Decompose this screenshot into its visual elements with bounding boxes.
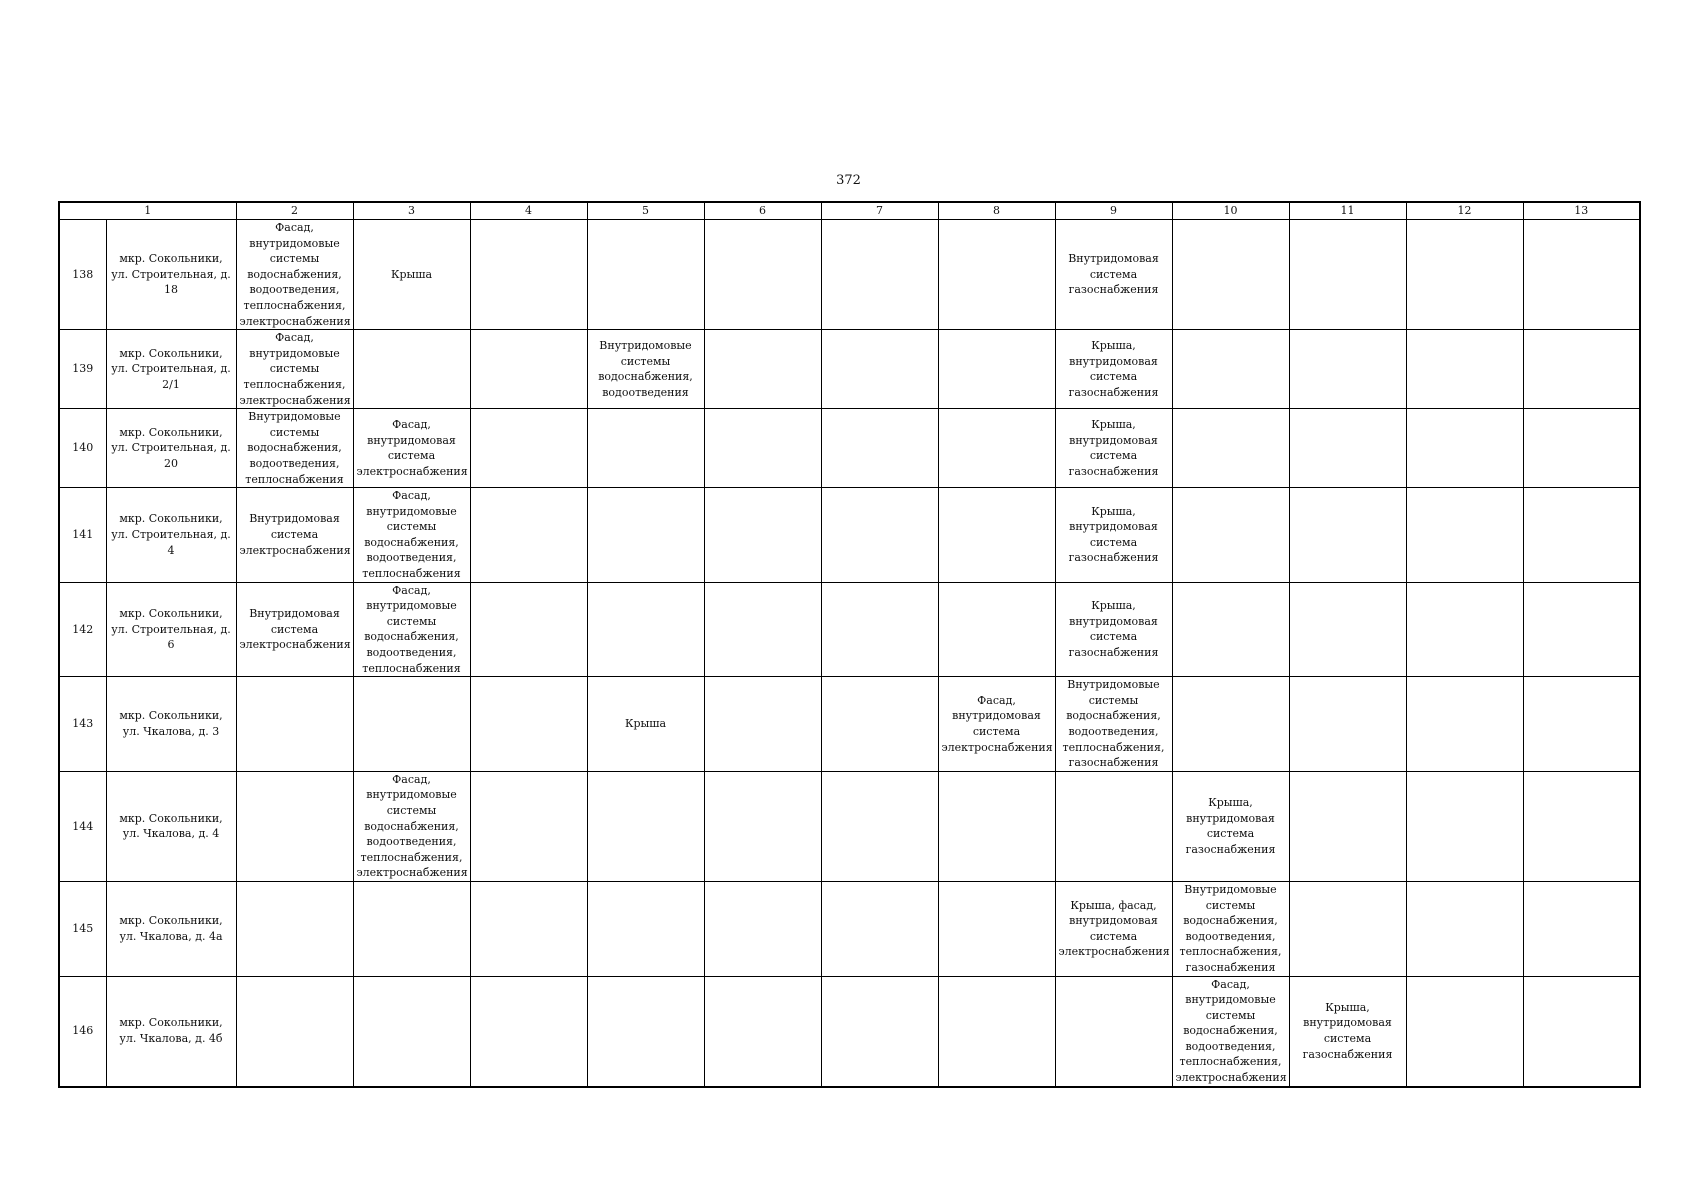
work-cell [1289, 582, 1406, 677]
header-cell: 5 [587, 202, 704, 220]
work-cell: Крыша, внутридомовая система газоснабжения [1055, 330, 1172, 409]
work-cell [353, 881, 470, 976]
address-cell: мкр. Сокольники, ул. Чкалова, д. 4 [106, 771, 236, 881]
work-cell [236, 771, 353, 881]
header-cell: 9 [1055, 202, 1172, 220]
work-cell [938, 976, 1055, 1087]
work-cell [821, 330, 938, 409]
work-cell [1172, 677, 1289, 772]
work-cell [1289, 409, 1406, 488]
work-cell [470, 582, 587, 677]
work-cell [470, 881, 587, 976]
work-cell [1523, 409, 1640, 488]
work-cell [704, 330, 821, 409]
work-cell [938, 330, 1055, 409]
work-cell [470, 330, 587, 409]
work-cell [587, 771, 704, 881]
repair-schedule-table [58, 201, 1641, 1088]
work-cell: Внутридомовые системы водоснабжения, водоотведения, теплоснабжения, газоснабжения [1055, 677, 1172, 772]
work-cell [704, 881, 821, 976]
work-cell [1289, 771, 1406, 881]
table-row [59, 881, 1640, 976]
work-cell [704, 677, 821, 772]
table-row [59, 677, 1640, 772]
work-cell [470, 220, 587, 330]
work-cell [353, 330, 470, 409]
row-number: 145 [59, 881, 106, 976]
work-cell [1523, 677, 1640, 772]
address-cell: мкр. Сокольники, ул. Чкалова, д. 4б [106, 976, 236, 1087]
work-cell [938, 771, 1055, 881]
work-cell [821, 881, 938, 976]
column-number-header [59, 202, 1640, 220]
work-cell [587, 881, 704, 976]
address-cell: мкр. Сокольники, ул. Строительная, д. 20 [106, 409, 236, 488]
work-cell [587, 488, 704, 583]
work-cell [821, 582, 938, 677]
work-cell [1289, 488, 1406, 583]
work-cell [704, 409, 821, 488]
work-cell [1523, 582, 1640, 677]
work-cell [1406, 330, 1523, 409]
work-cell [821, 488, 938, 583]
work-cell [587, 582, 704, 677]
work-cell [704, 582, 821, 677]
work-cell [236, 881, 353, 976]
row-number: 138 [59, 220, 106, 330]
row-number: 139 [59, 330, 106, 409]
work-cell: Крыша, внутридомовая система газоснабжения [1055, 582, 1172, 677]
table-body [59, 220, 1640, 1087]
header-cell: 11 [1289, 202, 1406, 220]
work-cell [704, 771, 821, 881]
work-cell [1289, 220, 1406, 330]
work-cell [1055, 771, 1172, 881]
work-cell [1523, 220, 1640, 330]
table-row [59, 771, 1640, 881]
work-cell [1172, 409, 1289, 488]
address-cell: мкр. Сокольники, ул. Строительная, д. 18 [106, 220, 236, 330]
work-cell: Внутридомовые системы водоснабжения, водоотведения [587, 330, 704, 409]
work-cell: Внутридомовая система газоснабжения [1055, 220, 1172, 330]
header-cell: 2 [236, 202, 353, 220]
work-cell [1406, 220, 1523, 330]
work-cell [470, 677, 587, 772]
work-cell: Крыша [353, 220, 470, 330]
work-cell [938, 488, 1055, 583]
work-cell [353, 976, 470, 1087]
work-cell: Фасад, внутридомовые системы теплоснабжения, электроснабжения [236, 330, 353, 409]
header-cell: 6 [704, 202, 821, 220]
work-cell [938, 582, 1055, 677]
work-cell: Фасад, внутридомовая система электроснабжения [353, 409, 470, 488]
work-cell: Фасад, внутридомовые системы водоснабжения, водоотведения, теплоснабжения, электроснабжения [353, 771, 470, 881]
work-cell: Внутридомовая система электроснабжения [236, 488, 353, 583]
table-row [59, 976, 1640, 1087]
work-cell [1172, 582, 1289, 677]
work-cell: Крыша, внутридомовая система газоснабжения [1055, 488, 1172, 583]
header-cell: 3 [353, 202, 470, 220]
work-cell [821, 771, 938, 881]
address-cell: мкр. Сокольники, ул. Чкалова, д. 3 [106, 677, 236, 772]
work-cell [1172, 488, 1289, 583]
work-cell [1523, 976, 1640, 1087]
work-cell [938, 220, 1055, 330]
work-cell [587, 976, 704, 1087]
work-cell [587, 220, 704, 330]
address-cell: мкр. Сокольники, ул. Строительная, д. 6 [106, 582, 236, 677]
row-number: 143 [59, 677, 106, 772]
address-cell: мкр. Сокольники, ул. Чкалова, д. 4а [106, 881, 236, 976]
header-cell: 1 [59, 202, 236, 220]
work-cell [1523, 771, 1640, 881]
work-cell [1406, 677, 1523, 772]
work-cell: Внутридомовые системы водоснабжения, водоотведения, теплоснабжения [236, 409, 353, 488]
work-cell [821, 409, 938, 488]
work-cell [236, 677, 353, 772]
work-cell [1406, 976, 1523, 1087]
table-row [59, 488, 1640, 583]
work-cell [1406, 582, 1523, 677]
work-cell: Внутридомовая система электроснабжения [236, 582, 353, 677]
header-cell: 12 [1406, 202, 1523, 220]
header-cell: 7 [821, 202, 938, 220]
work-cell: Крыша, внутридомовая система газоснабжения [1172, 771, 1289, 881]
address-cell: мкр. Сокольники, ул. Строительная, д. 4 [106, 488, 236, 583]
row-number: 141 [59, 488, 106, 583]
work-cell [1523, 881, 1640, 976]
work-cell [938, 409, 1055, 488]
work-cell: Крыша, внутридомовая система газоснабжения [1289, 976, 1406, 1087]
work-cell [1406, 409, 1523, 488]
address-cell: мкр. Сокольники, ул. Строительная, д. 2/1 [106, 330, 236, 409]
work-cell [704, 220, 821, 330]
work-cell [470, 409, 587, 488]
work-cell: Внутридомовые системы водоснабжения, водоотведения, теплоснабжения, газоснабжения [1172, 881, 1289, 976]
work-cell [1172, 330, 1289, 409]
work-cell: Фасад, внутридомовые системы водоснабжения, водоотведения, теплоснабжения [353, 582, 470, 677]
work-cell [821, 976, 938, 1087]
work-cell [1289, 330, 1406, 409]
table-row [59, 220, 1640, 330]
work-cell [1289, 881, 1406, 976]
work-cell [1055, 976, 1172, 1087]
work-cell: Крыша, внутридомовая система газоснабжения [1055, 409, 1172, 488]
work-cell: Фасад, внутридомовые системы водоснабжения, водоотведения, теплоснабжения [353, 488, 470, 583]
table-row [59, 582, 1640, 677]
work-cell [1406, 771, 1523, 881]
work-cell: Фасад, внутридомовые системы водоснабжения, водоотведения, теплоснабжения, электроснабжения [1172, 976, 1289, 1087]
page-number: 372 [836, 173, 861, 188]
work-cell: Крыша [587, 677, 704, 772]
work-cell [1523, 330, 1640, 409]
header-cell: 13 [1523, 202, 1640, 220]
row-number: 142 [59, 582, 106, 677]
work-cell [236, 976, 353, 1087]
work-cell [938, 881, 1055, 976]
row-number: 144 [59, 771, 106, 881]
work-cell [704, 488, 821, 583]
work-cell [1523, 488, 1640, 583]
work-cell [470, 488, 587, 583]
table-row [59, 409, 1640, 488]
work-cell [1406, 881, 1523, 976]
row-number: 140 [59, 409, 106, 488]
work-cell: Крыша, фасад, внутридомовая система электроснабжения [1055, 881, 1172, 976]
row-number: 146 [59, 976, 106, 1087]
work-cell: Фасад, внутридомовые системы водоснабжения, водоотведения, теплоснабжения, электроснабжения [236, 220, 353, 330]
work-cell [1172, 220, 1289, 330]
header-cell: 4 [470, 202, 587, 220]
work-cell [353, 677, 470, 772]
work-cell [1289, 677, 1406, 772]
work-cell [821, 677, 938, 772]
work-cell [587, 409, 704, 488]
work-cell: Фасад, внутридомовая система электроснабжения [938, 677, 1055, 772]
work-cell [470, 771, 587, 881]
header-cell: 10 [1172, 202, 1289, 220]
table-row [59, 330, 1640, 409]
work-cell [470, 976, 587, 1087]
work-cell [1406, 488, 1523, 583]
work-cell [821, 220, 938, 330]
work-cell [704, 976, 821, 1087]
header-cell: 8 [938, 202, 1055, 220]
